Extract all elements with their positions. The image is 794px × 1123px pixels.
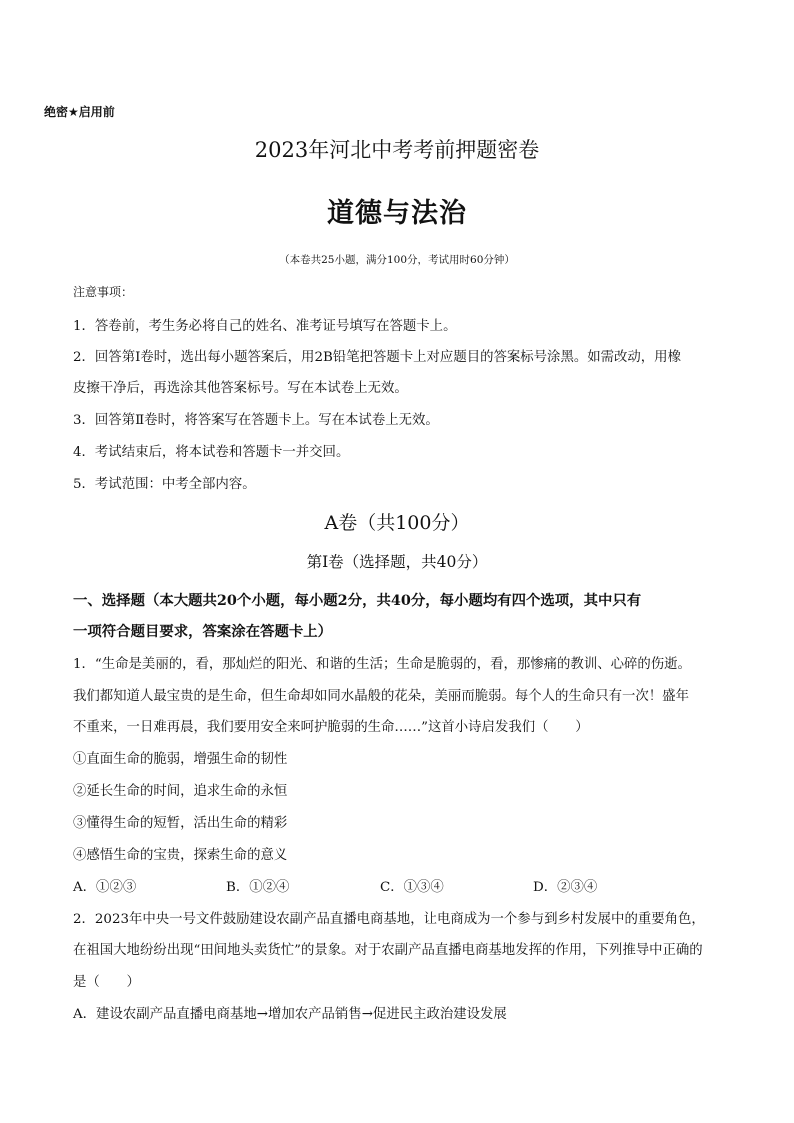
- question1-statement: ③懂得生命的短暂，活出生命的精彩: [73, 816, 288, 831]
- confidential-label: 绝密★启用前: [44, 105, 115, 119]
- notice-item: 2．回答第Ⅰ卷时，选出每小题答案后，用2B铅笔把答题卡上对应题目的答案标号涂黑。如需改动，用橡: [73, 350, 681, 365]
- exam-info: （本卷共25小题，满分100分，考试用时60分钟）: [279, 254, 515, 266]
- question1-option-d: D．②③④: [533, 880, 598, 895]
- question2-stem: 是（ ）: [73, 975, 140, 990]
- question2-stem: 在祖国大地纷纷出现“田间地头卖货忙”的景象。对于农副产品直播电商基地发挥的作用，下列推导中正确的: [73, 943, 703, 958]
- part-title: 第Ⅰ卷（选择题，共40分）: [306, 553, 488, 571]
- question1-statement: ②延长生命的时间，追求生命的永恒: [73, 784, 288, 799]
- subject-title: 道德与法治: [327, 198, 467, 229]
- notice-heading: 注意事项：: [73, 285, 134, 299]
- volume-title: A卷（共100分）: [324, 512, 470, 534]
- notice-item: 5．考试范围：中考全部内容。: [73, 477, 256, 492]
- question2-stem: 2．2023年中央一号文件鼓励建设农副产品直播电商基地，让电商成为一个参与到乡村发展中的重要角色，: [73, 912, 705, 927]
- section-heading: 一、选择题（本大题共20个小题，每小题2分，共40分，每小题均有四个选项，其中只有: [73, 592, 642, 609]
- question1-statement: ④感悟生命的宝贵，探索生命的意义: [73, 848, 288, 863]
- question2-option-a: A．建设农副产品直播电商基地→增加农产品销售→促进民主政治建设发展: [73, 1007, 507, 1022]
- question1-option-a: A．①②③: [73, 880, 137, 895]
- question1-stem: 我们都知道人最宝贵的是生命，但生命却如同水晶般的花朵，美丽而脆弱。每个人的生命只有一次！盛年: [73, 689, 689, 704]
- notice-item: 1．答卷前，考生务必将自己的姓名、准考证号填写在答题卡上。: [73, 319, 457, 334]
- exam-title: 2023年河北中考考前押题密卷: [254, 138, 540, 162]
- notice-item: 3．回答第Ⅱ卷时，将答案写在答题卡上。写在本试卷上无效。: [73, 413, 439, 428]
- notice-item: 4．考试结束后，将本试卷和答题卡一并交回。: [73, 445, 350, 460]
- question1-stem: 1．“生命是美丽的，看，那灿烂的阳光、和谐的生活；生命是脆弱的，看，那惨痛的教训、心碎的伤逝。: [73, 657, 691, 672]
- question1-option-b: B．①②④: [226, 880, 290, 895]
- question1-statement: ①直面生命的脆弱，增强生命的韧性: [73, 752, 288, 767]
- question1-option-c: C．①③④: [380, 880, 444, 895]
- notice-item-continued: 皮擦干净后，再选涂其他答案标号。写在本试卷上无效。: [73, 381, 408, 396]
- question1-stem: 不重来，一日难再晨，我们要用安全来呵护脆弱的生命……”这首小诗启发我们（ ）: [73, 720, 589, 735]
- section-heading-continued: 一项符合题目要求，答案涂在答题卡上）: [73, 623, 333, 640]
